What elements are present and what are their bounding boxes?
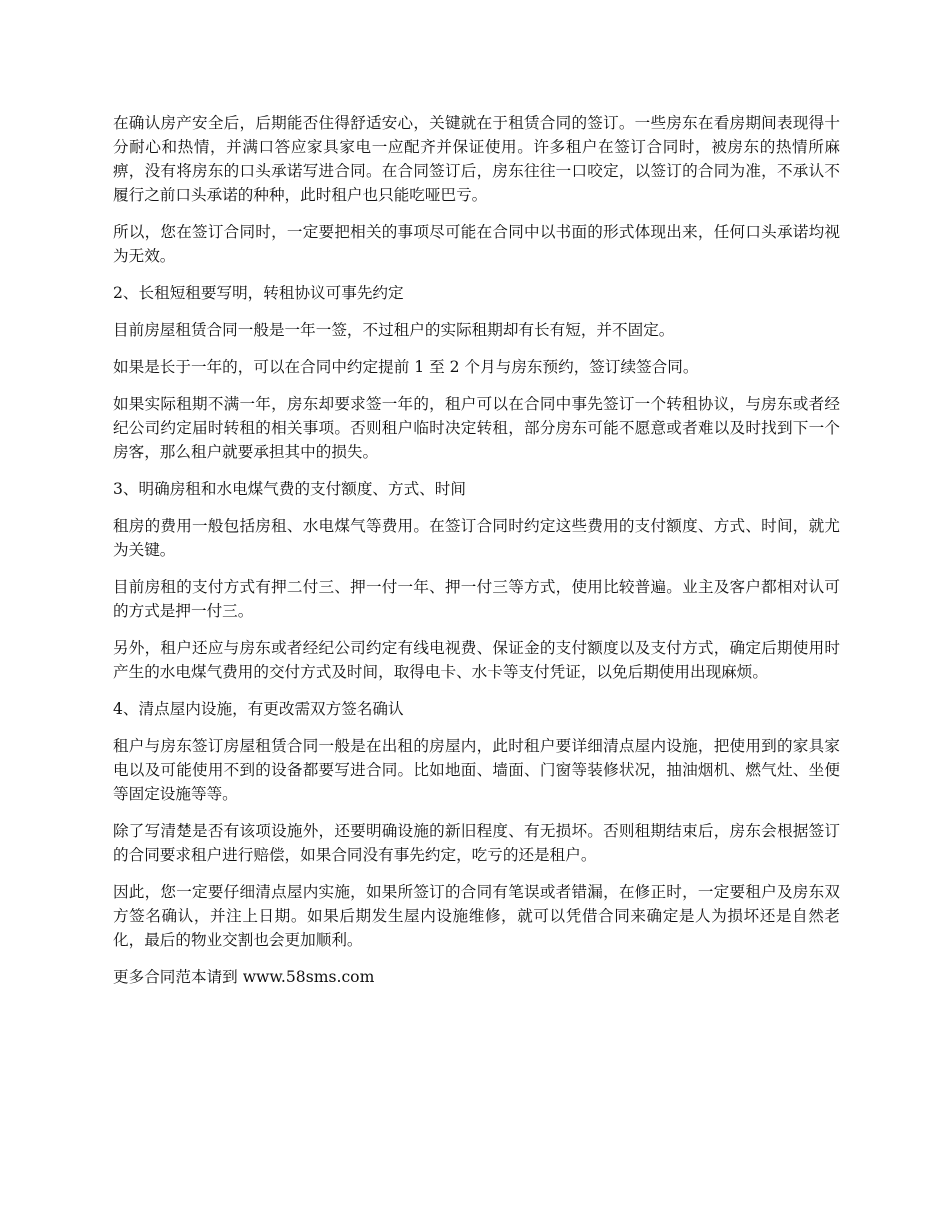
footer-link-text: 更多合同范本请到 www.58sms.com <box>113 968 375 986</box>
section-heading-2: 2、长租短租要写明，转租协议可事先约定 <box>113 284 404 302</box>
paragraph-utilities: 另外，租户还应与房东或者经纪公司约定有线电视费、保证金的支付额度以及支付方式，确定后期使用时产生的水电煤气费用的交付方式及时间，取得电卡、水卡等支付凭证，以免后期使用出现麻烦。 <box>113 639 840 681</box>
paragraph-signature: 因此，您一定要仔细清点屋内实施，如果所签订的合同有笔误或者错漏，在修正时，一定要租户及房东双方签名确认，并注上日期。如果后期发生屋内设施维修，就可以凭借合同来确定是人为损坏还是自然老化，最后的物业交割也会更加顺利。 <box>113 883 840 949</box>
document-body <box>113 111 840 1002</box>
section-heading-4: 4、清点屋内设施，有更改需双方签名确认 <box>113 700 404 718</box>
paragraph-payment-method: 目前房租的支付方式有押二付三、押一付一年、押一付三等方式，使用比较普遍。业主及客户都相对认可的方式是押一付三。 <box>113 578 840 620</box>
paragraph-sublet: 如果实际租期不满一年，房东却要求签一年的，租户可以在合同中事先签订一个转租协议，与房东或者经纪公司约定届时转租的相关事项。否则租户临时决定转租，部分房东可能不愿意或者难以及时找到下一个房客，那么租户就要承担其中的损失。 <box>113 395 840 461</box>
paragraph-inventory: 租户与房东签订房屋租赁合同一般是在出租的房屋内，此时租户要详细清点屋内设施，把使用到的家具家电以及可能使用不到的设备都要写进合同。比如地面、墙面、门窗等装修状况，抽油烟机、燃气灶、坐便等固定设施等等。 <box>113 737 840 803</box>
paragraph-intro: 在确认房产安全后，后期能否住得舒适安心，关键就在于租赁合同的签订。一些房东在看房期间表现得十分耐心和热情，并满口答应家具家电一应配齐并保证使用。许多租户在签订合同时，被房东的热情所麻痹，没有将房东的口头承诺写进合同。在合同签订后，房东往往一口咬定，以签订的合同为准，不承认不履行之前口头承诺的种种，此时租户也只能吃哑巴亏。 <box>113 114 840 204</box>
paragraph-long-term: 如果是长于一年的，可以在合同中约定提前 1 至 2 个月与房东预约，签订续签合同。 <box>113 358 699 376</box>
section-heading-3: 3、明确房租和水电煤气费的支付额度、方式、时间 <box>113 480 466 498</box>
paragraph-term: 目前房屋租赁合同一般是一年一签，不过租户的实际租期却有长有短，并不固定。 <box>113 321 675 339</box>
paragraph-condition: 除了写清楚是否有该项设施外，还要明确设施的新旧程度、有无损坏。否则租期结束后，房东会根据签订的合同要求租户进行赔偿，如果合同没有事先约定，吃亏的还是租户。 <box>113 822 840 864</box>
paragraph-fees: 租房的费用一般包括房租、水电煤气等费用。在签订合同时约定这些费用的支付额度、方式、时间，就尤为关键。 <box>113 517 840 559</box>
paragraph-written-form: 所以，您在签订合同时，一定要把相关的事项尽可能在合同中以书面的形式体现出来，任何口头承诺均视为无效。 <box>113 223 840 265</box>
